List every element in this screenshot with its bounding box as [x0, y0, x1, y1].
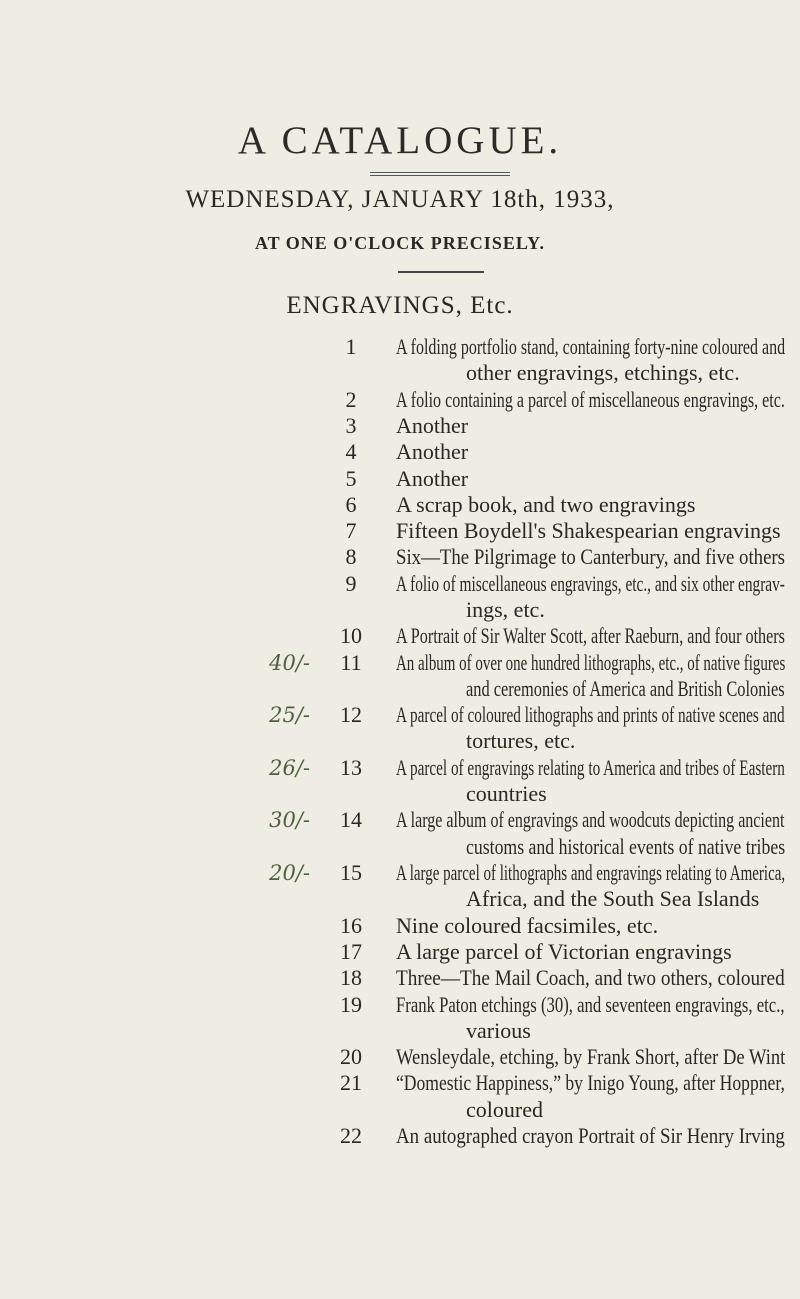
lot-description-line: Six—The Pilgrimage to Canterbury, and five others — [396, 544, 786, 570]
lot-description-line: Frank Paton etchings (30), and seventeen engravings, etc., — [396, 991, 785, 1017]
lot-description-line: Fifteen Boydell's Shakespearian engravings — [396, 518, 781, 544]
lot-number: 3 — [345, 412, 357, 438]
lot-description-line: Another — [396, 439, 469, 465]
lot-description-line: various — [466, 1017, 531, 1043]
lot-description-line: ings, etc. — [466, 596, 545, 622]
lot-description-line: A parcel of engravings relating to America and tribes of Eastern — [396, 754, 785, 780]
lot-number: 20 — [340, 1044, 362, 1070]
lot-number: 14 — [340, 807, 362, 833]
lot-description-line: countries — [466, 781, 547, 807]
lot-description-line: An autographed crayon Portrait of Sir Henry Irving — [396, 1123, 785, 1148]
section-rule — [398, 271, 484, 273]
lot-number: 9 — [345, 570, 357, 596]
lot-description-line: Another — [396, 465, 469, 491]
sale-date: WEDNESDAY, JANUARY 18th, 1933, — [185, 186, 615, 213]
lot-number: 7 — [345, 518, 357, 544]
lot-description-line: An album of over one hundred lithographs, etc., of native figures — [396, 649, 786, 675]
lot-number: 22 — [340, 1123, 362, 1148]
handwritten-price-note: 26/- — [269, 755, 310, 780]
lot-number: 18 — [340, 965, 362, 991]
lot-number: 10 — [340, 623, 362, 649]
lot-description-line: A parcel of coloured lithographs and prints of native scenes and — [396, 702, 785, 728]
lot-description-line: A folio of miscellaneous engravings, etc., and six other engrav- — [396, 570, 785, 596]
lot-description-line: A large parcel of lithographs and engravings relating to America, — [396, 860, 786, 885]
lot-number: 6 — [345, 491, 357, 517]
lot-description-line: Nine coloured facsimiles, etc. — [396, 912, 659, 938]
lot-number: 16 — [340, 912, 362, 938]
lot-number: 5 — [345, 465, 357, 491]
lot-number: 4 — [345, 439, 357, 465]
catalogue-title: A CATALOGUE. — [237, 119, 563, 162]
lot-description-line: customs and historical events of native tribes — [466, 833, 786, 859]
lot-description-line: “Domestic Happiness,” by Inigo Young, after Hoppner, — [396, 1070, 785, 1096]
lot-description-line: A Portrait of Sir Walter Scott, after Raeburn, and four others — [396, 623, 785, 649]
handwritten-price-note: 40/- — [269, 650, 310, 675]
lot-description-line: A large parcel of Victorian engravings — [396, 938, 732, 964]
sale-time: AT ONE O'CLOCK PRECISELY. — [254, 233, 546, 253]
lot-description-line: Another — [396, 412, 469, 438]
lot-number: 8 — [345, 544, 357, 570]
lot-number: 1 — [345, 334, 357, 359]
lot-description-line: A large album of engravings and woodcuts depicting ancient — [396, 807, 785, 833]
section-heading: ENGRAVINGS, Etc. — [286, 292, 514, 319]
lot-number: 13 — [340, 754, 362, 780]
lot-description-line: tortures, etc. — [466, 728, 576, 754]
lot-description-line: other engravings, etchings, etc. — [466, 360, 740, 386]
lot-number: 19 — [340, 991, 362, 1017]
lot-description-line: Three—The Mail Coach, and two others, coloured — [396, 965, 785, 991]
handwritten-price-note: 20/- — [269, 861, 310, 885]
lot-description-line: and ceremonies of America and British Colonies — [466, 675, 785, 701]
lot-description-line: Africa, and the South Sea Islands — [466, 886, 760, 912]
lot-description-line: A folding portfolio stand, containing forty-nine coloured and — [396, 334, 786, 359]
lot-number: 15 — [340, 860, 362, 885]
handwritten-price-note: 30/- — [269, 808, 310, 833]
lot-description-line: A folio containing a parcel of miscellaneous engravings, etc. — [396, 386, 785, 412]
lot-number: 2 — [345, 386, 357, 412]
lot-description-line: coloured — [466, 1096, 543, 1122]
lot-number: 11 — [340, 649, 362, 675]
lot-number: 21 — [340, 1070, 362, 1096]
lot-description-line: Wensleydale, etching, by Frank Short, after De Wint — [396, 1044, 786, 1070]
title-rule — [370, 172, 510, 176]
lot-description-line: A scrap book, and two engravings — [396, 491, 696, 517]
lot-number: 12 — [340, 702, 362, 728]
handwritten-price-note: 25/- — [269, 703, 310, 728]
lot-number: 17 — [340, 938, 362, 964]
